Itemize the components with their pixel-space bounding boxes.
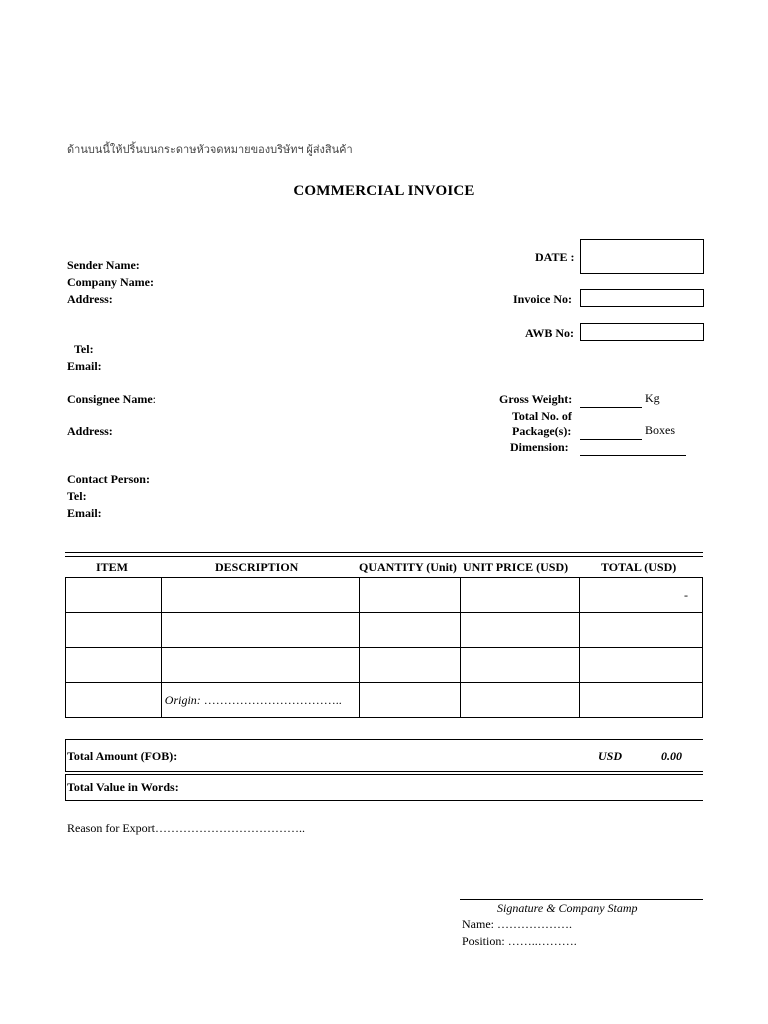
table-row	[66, 613, 703, 648]
company-name-label: Company Name:	[67, 275, 154, 289]
sender-address-label: Address:	[67, 292, 113, 306]
totals-mid-rule	[65, 771, 703, 772]
description-cell[interactable]	[161, 578, 359, 613]
unit-price-cell[interactable]	[461, 578, 580, 613]
origin-label: Origin:	[164, 692, 204, 707]
awb-no-field[interactable]	[580, 323, 704, 341]
item-cell[interactable]	[66, 578, 162, 613]
table-top-rule-2	[65, 556, 703, 557]
consignee-email-label: Email:	[67, 506, 102, 520]
item-cell[interactable]	[66, 683, 162, 718]
table-row	[66, 648, 703, 683]
origin-cell[interactable]	[161, 683, 359, 718]
table-row	[66, 683, 703, 718]
sender-email-label: Email:	[67, 359, 102, 373]
dimension-field[interactable]	[580, 441, 686, 456]
signature-name[interactable]	[462, 917, 572, 932]
total-amount-label: Total Amount (FOB):	[67, 749, 178, 763]
signature-name-dots: ……………….	[497, 917, 572, 931]
quantity-cell[interactable]	[359, 648, 461, 683]
total-currency: USD	[598, 749, 623, 763]
invoice-no-label: Invoice No:	[513, 292, 572, 306]
words-left-rule	[65, 774, 66, 801]
consignee-tel-label: Tel:	[67, 489, 87, 503]
contact-person-label: Contact Person:	[67, 472, 150, 486]
packages-unit: Boxes	[645, 423, 675, 437]
header-quantity: QUANTITY (Unit)	[359, 560, 457, 574]
totals-mid-rule-2	[65, 774, 703, 775]
total-cell[interactable]	[580, 648, 703, 683]
unit-price-cell[interactable]	[461, 613, 580, 648]
signature-caption: Signature & Company Stamp	[497, 901, 638, 915]
total-cell[interactable]	[580, 578, 703, 613]
reason-dots: ………………………………..	[154, 821, 305, 835]
quantity-cell[interactable]	[359, 578, 461, 613]
totals-left-rule	[65, 739, 66, 771]
total-packages-label-line1: Total No. of	[512, 409, 572, 423]
unit-price-cell[interactable]	[461, 683, 580, 718]
total-words-label: Total Value in Words:	[67, 780, 179, 794]
reason-label: Reason for Export	[67, 821, 155, 835]
signature-position-label: Position:	[462, 934, 508, 948]
consignee-address-label: Address:	[67, 424, 113, 438]
item-cell[interactable]	[66, 648, 162, 683]
total-cell[interactable]	[580, 683, 703, 718]
description-cell[interactable]	[161, 648, 359, 683]
signature-position-dots: ……..……….	[507, 934, 577, 948]
totals-bottom-rule	[65, 800, 703, 801]
signature-position[interactable]	[462, 934, 577, 949]
document-title: COMMERCIAL INVOICE	[293, 183, 475, 199]
date-field[interactable]	[580, 239, 704, 274]
table-row	[66, 578, 703, 613]
signature-name-label: Name:	[462, 917, 497, 931]
sender-tel-label: Tel:	[74, 342, 94, 356]
invoice-no-field[interactable]	[580, 289, 704, 307]
date-label: DATE :	[535, 250, 575, 264]
header-item: ITEM	[96, 560, 129, 574]
awb-no-label: AWB No:	[525, 326, 575, 340]
quantity-cell[interactable]	[359, 683, 461, 718]
items-table	[65, 577, 703, 718]
gross-weight-label: Gross Weight:	[499, 392, 573, 406]
table-top-rule	[65, 552, 703, 553]
row-total-value: -	[684, 587, 688, 602]
gross-weight-unit: Kg	[645, 391, 660, 405]
quantity-cell[interactable]	[359, 613, 461, 648]
totals-top-rule	[65, 739, 703, 740]
header-total: TOTAL (USD)	[601, 560, 677, 574]
header-note: ด้านบนนี้ให้ปริ้นบนกระดาษหัวจดหมายของบริษัทฯ ผู้ส่งสินค้า	[67, 144, 353, 156]
header-description: DESCRIPTION	[215, 560, 299, 574]
origin-dots: ……………………………..	[203, 692, 342, 707]
item-cell[interactable]	[66, 613, 162, 648]
header-unit-price: UNIT PRICE (USD)	[463, 560, 569, 574]
sender-name-label: Sender Name:	[67, 258, 140, 272]
total-packages-field[interactable]	[580, 425, 642, 440]
total-amount-value: 0.00	[661, 749, 682, 763]
signature-line[interactable]	[460, 899, 703, 900]
reason-for-export[interactable]	[67, 821, 305, 836]
consignee-name-label: Consignee Name:	[67, 392, 157, 406]
dimension-label: Dimension:	[510, 440, 569, 454]
total-packages-label-line2: Package(s):	[512, 424, 572, 438]
description-cell[interactable]	[161, 613, 359, 648]
gross-weight-field[interactable]	[580, 393, 642, 408]
unit-price-cell[interactable]	[461, 648, 580, 683]
total-cell[interactable]	[580, 613, 703, 648]
